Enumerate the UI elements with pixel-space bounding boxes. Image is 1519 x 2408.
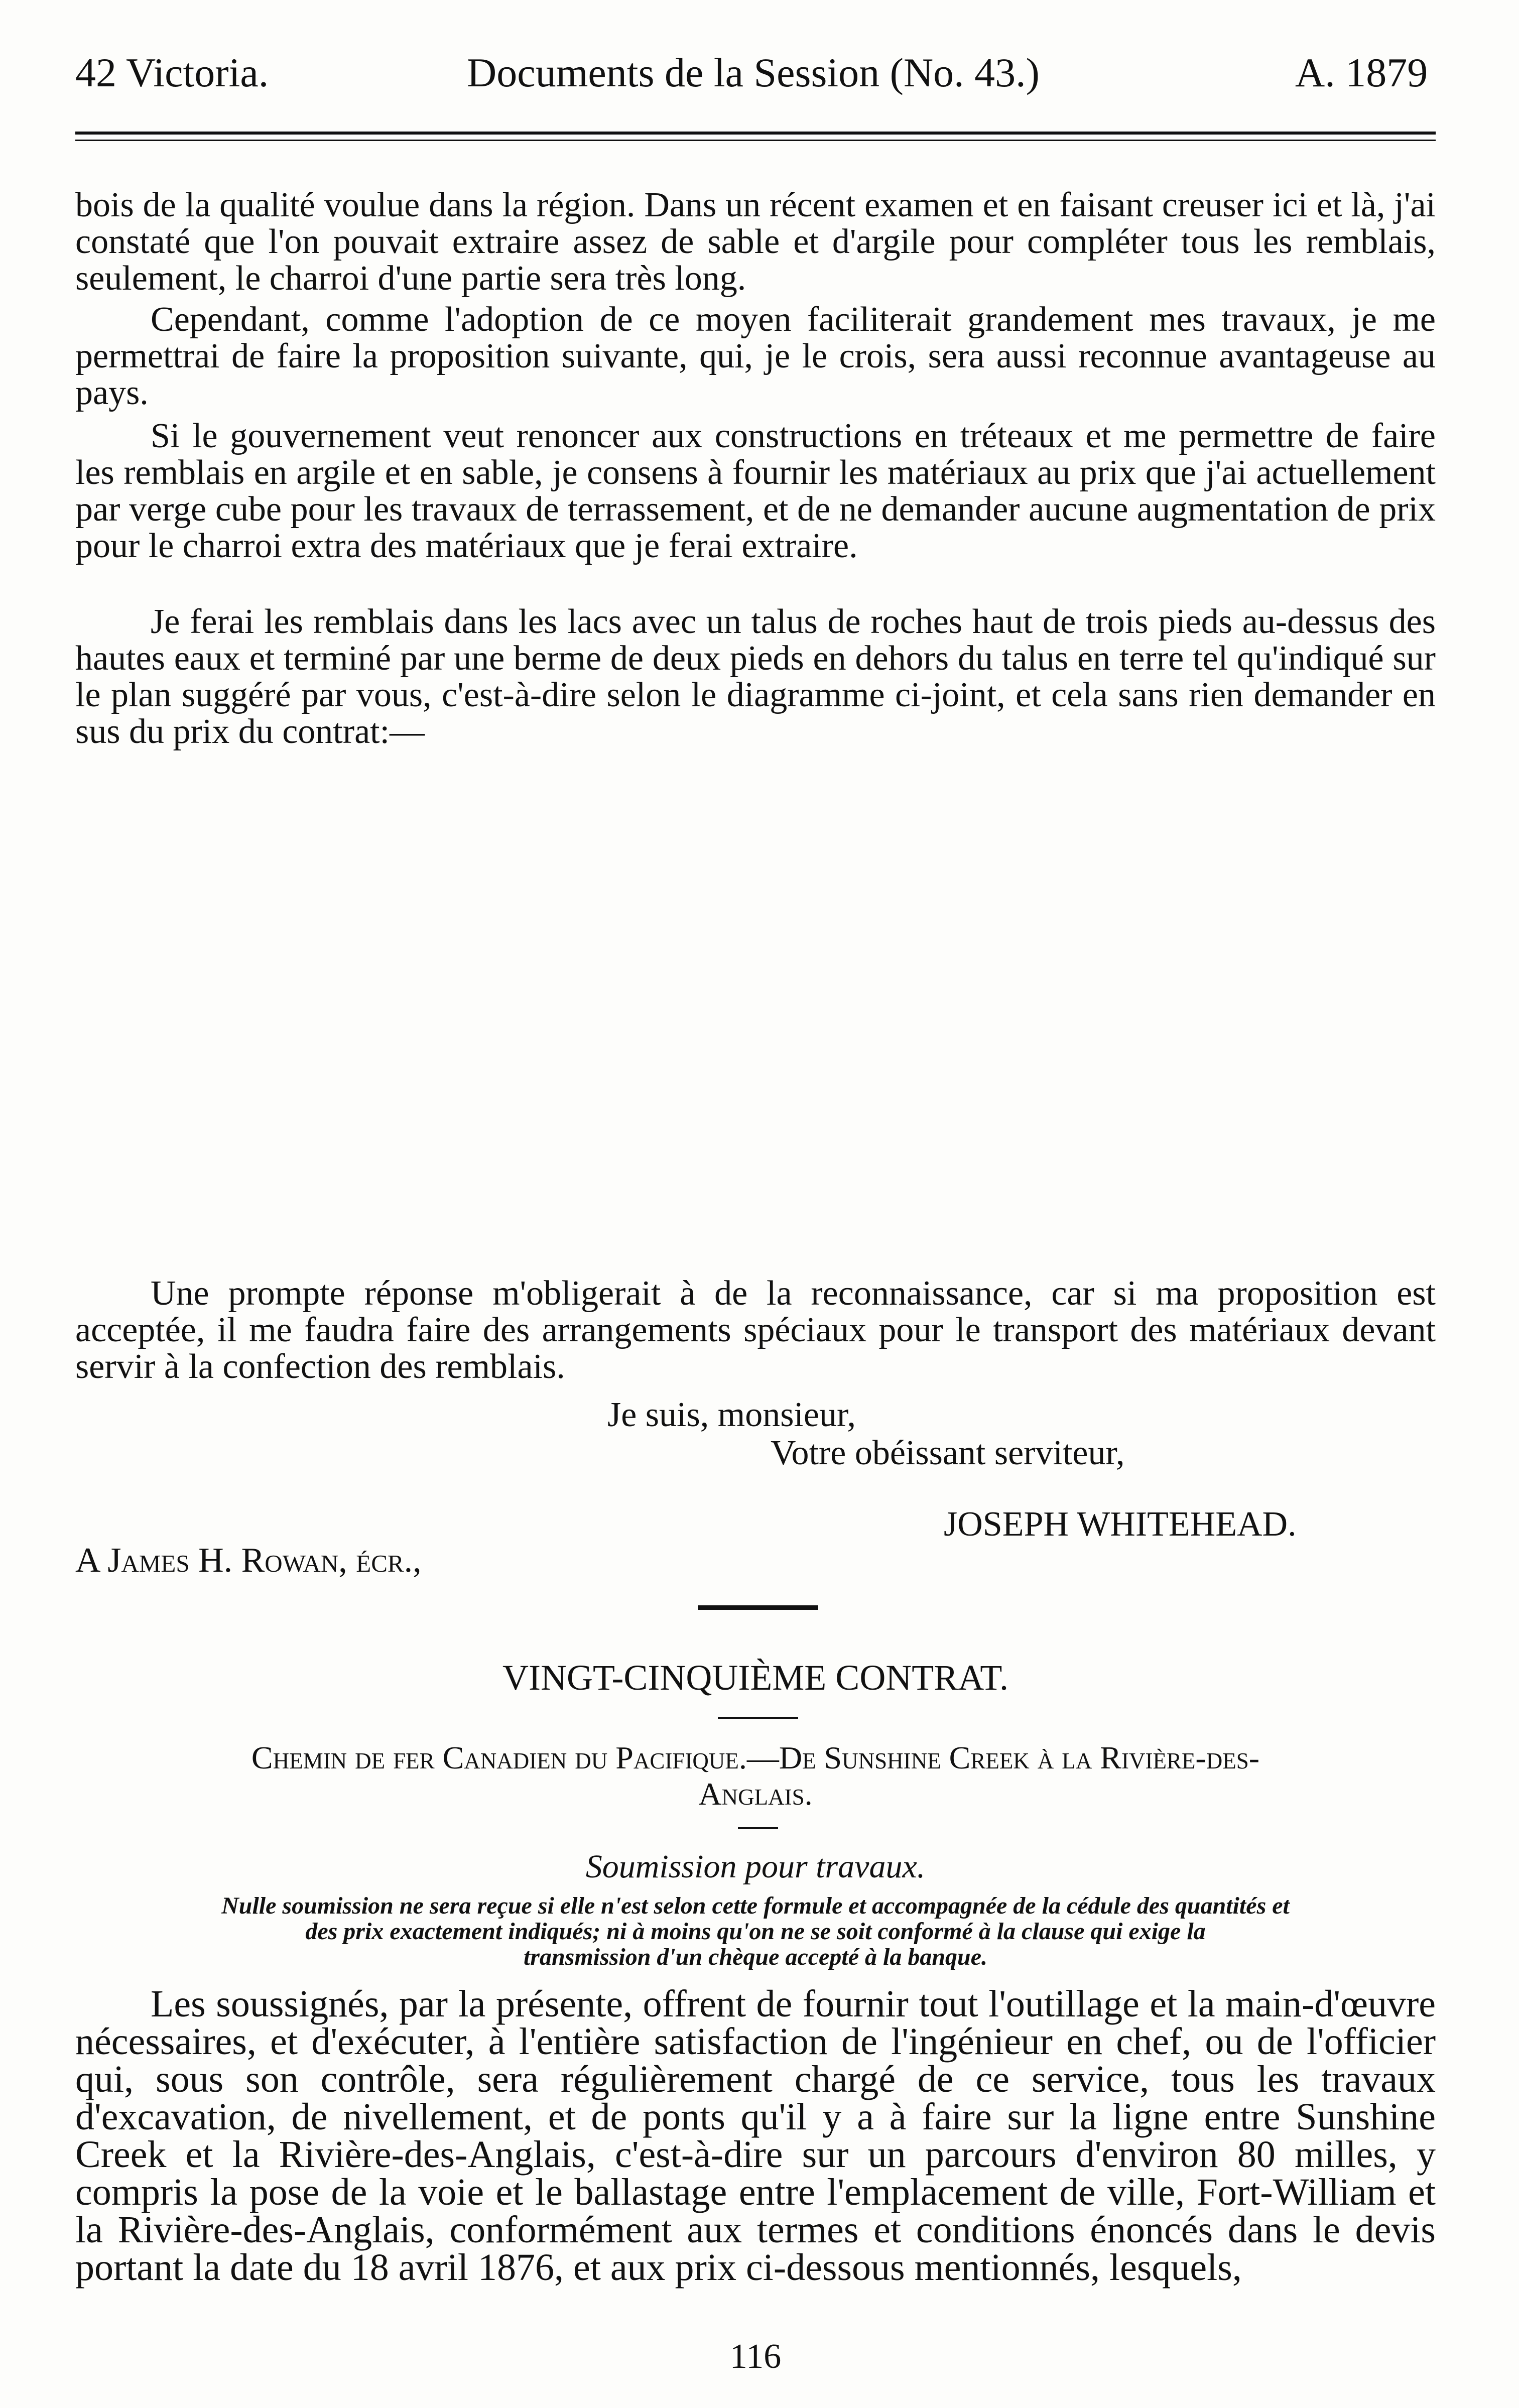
paragraph-4: Je ferai les remblais dans les lacs avec un talus de roches haut de trois pieds au-dessus des hautes eaux et terminé par une berme de deux pieds en dehors du talus en terre tel qu'indiqué sur le plan suggéré par vous, c'est-à-dire selon le diagramme ci-joint, et cela sans rien demander en sus du prix du contrat:—: [75, 602, 1436, 751]
notice-line-1: Nulle soumission ne sera reçue si elle n'est selon cette formule et accompagnée de la cédule des quantités et: [221, 1892, 1290, 1919]
title-underline: [718, 1717, 798, 1719]
notice-line-2: des prix exactement indiqués; ni à moins qu'on ne se soit conformé à la clause qui exige la: [305, 1918, 1206, 1945]
header-rule-top: [75, 132, 1436, 135]
header-center: Documents de la Session (No. 43.): [467, 50, 1040, 95]
contract-subtitle-line2: Anglais.: [698, 1776, 813, 1812]
contract-title: VINGT-CINQUIÈME CONTRAT.: [502, 1658, 1008, 1698]
closing-salutation: Je suis, monsieur,: [607, 1396, 856, 1434]
addressee: A James H. Rowan, écr.,: [75, 1541, 422, 1580]
paragraph-2: Cependant, comme l'adoption de ce moyen faciliterait grandement mes travaux, je me permettrai de faire la proposition suivante, qui, je le crois, sera aussi reconnue avantageuse au pays.: [75, 300, 1436, 412]
closing-servant: Votre obéissant serviteur,: [771, 1434, 1125, 1472]
signature: JOSEPH WHITEHEAD.: [944, 1505, 1297, 1544]
paragraph-5: Une prompte réponse m'obligerait à de la reconnaissance, car si ma proposition est acceptée, il me faudra faire des arrangements spéciaux pour le transport des matériaux devant servir à la confection des remblais.: [75, 1274, 1436, 1386]
header-right: A. 1879: [1295, 50, 1428, 95]
subtitle-underline: [738, 1827, 778, 1829]
contract-body: Les soussignés, par la présente, offrent de fournir tout l'outillage et la main-d'œuvre nécessaires, et d'exécuter, à l'entière satisfaction de l'ingénieur en chef, ou de l'officier qui, sous son contrôle, sera régulièrement chargé de ce service, tous les travaux d'excavation, de nivellement, et de ponts qu'il y a à faire sur la ligne entre Sunshine Creek et la Rivière-des-Anglais, c'est-à-dire sur un parcours d'environ 80 milles, y compris la pose de la voie et le ballastage entre l'emplacement de ville, Fort-William et la Rivière-des-Anglais, conformément aux termes et conditions énoncés dans le devis portant la date du 18 avril 1876, et aux prix ci-dessous mentionnés, lesquels,: [75, 1983, 1436, 2289]
section-divider: [698, 1605, 818, 1610]
paragraph-3: Si le gouvernement veut renoncer aux constructions en tréteaux et me permettre de faire les remblais en argile et en sable, je consens à fournir les matériaux au prix que j'ai actuellement par verge cube pour les travaux de terrassement, et de ne demander aucune augmentation de prix pour le charroi extra des matériaux que je ferai extraire.: [75, 417, 1436, 565]
submission-heading: Soumission pour travaux.: [585, 1848, 926, 1885]
contract-subtitle-line1: Chemin de fer Canadien du Pacifique.—De Sunshine Creek à la Rivière-des-: [251, 1740, 1260, 1776]
notice-line-3: transmission d'un chèque accepté à la banque.: [523, 1944, 988, 1970]
header-rule-bottom: [75, 140, 1436, 141]
page-number: 116: [729, 2337, 782, 2376]
paragraph-1: bois de la qualité voulue dans la région. Dans un récent examen et en faisant creuser ici et là, j'ai constaté que l'on pouvait extraire assez de sable et d'argile pour compléter tous les remblais, seulement, le charroi d'une partie sera très long.: [75, 186, 1436, 298]
header-left: 42 Victoria.: [75, 50, 269, 95]
